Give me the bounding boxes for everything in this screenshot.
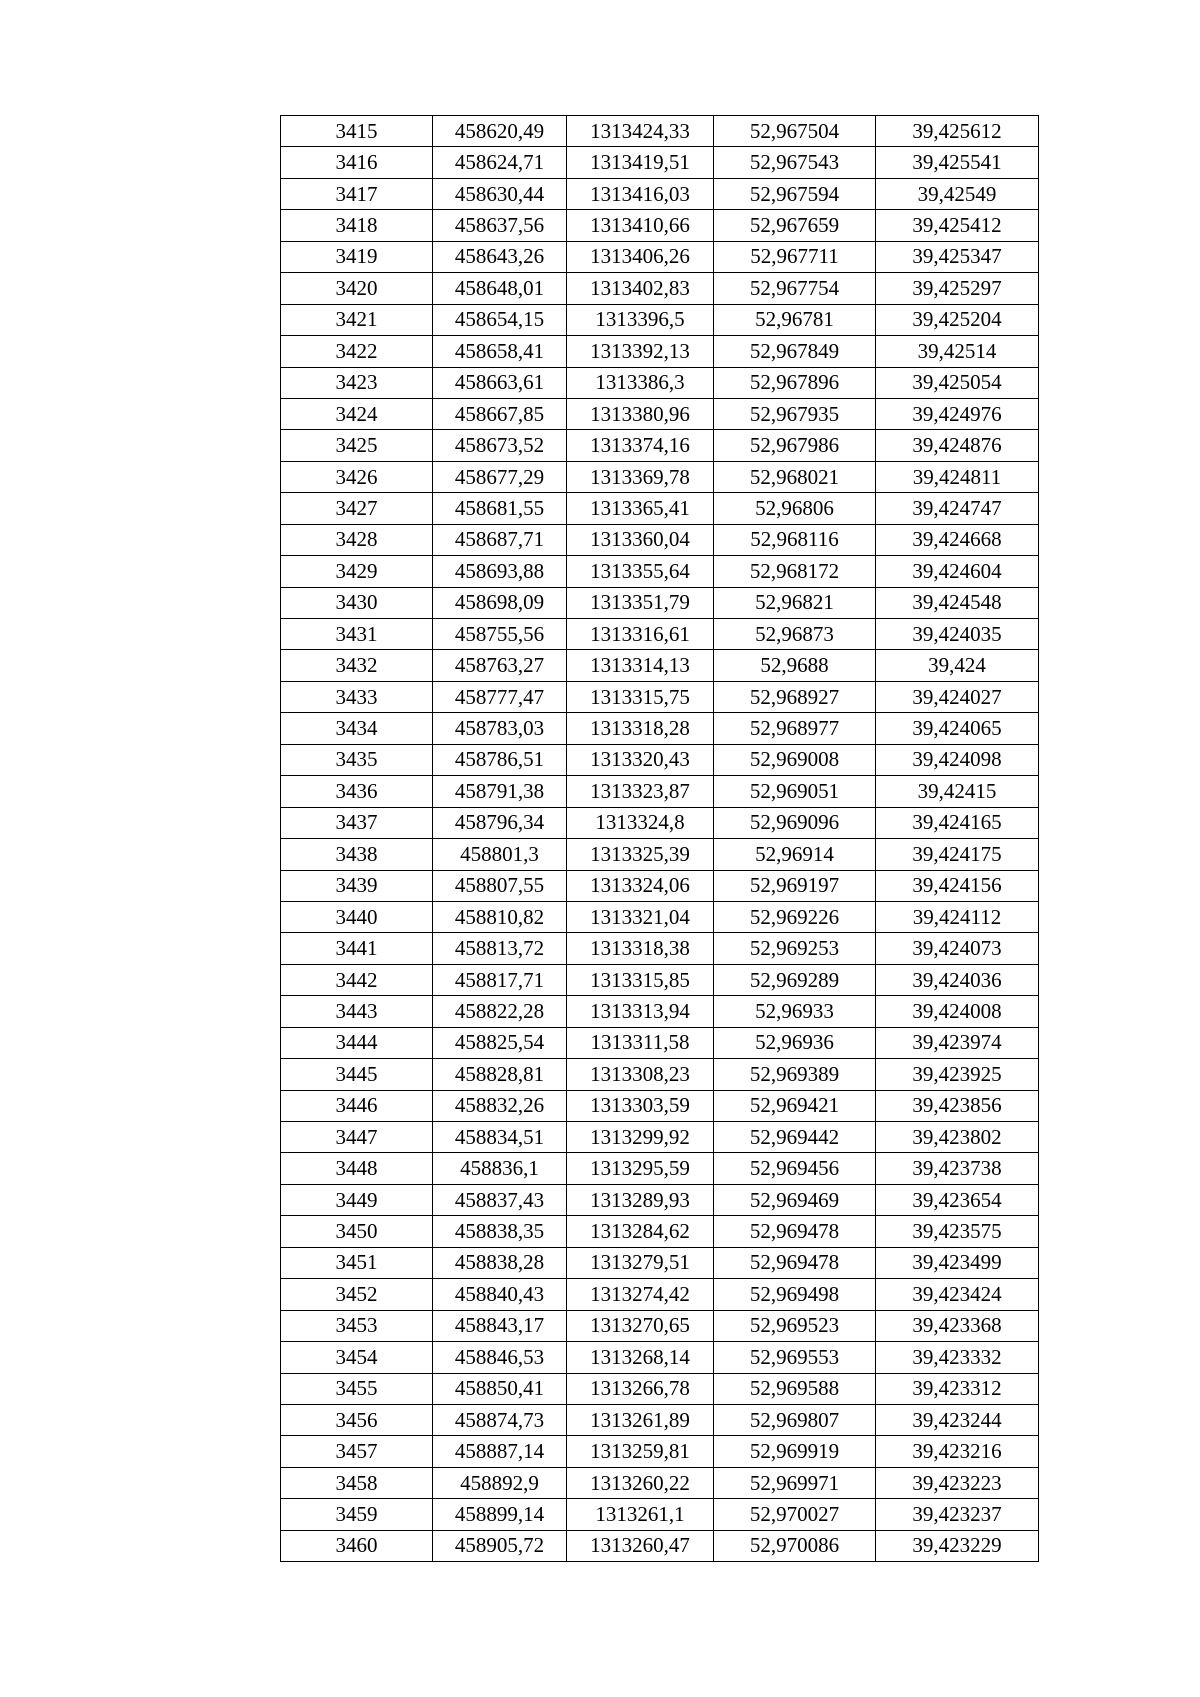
y-coordinate-cell: 1313416,03 [567, 178, 714, 209]
point-number-cell: 3452 [281, 1279, 433, 1310]
y-coordinate-cell: 1313260,22 [567, 1467, 714, 1498]
longitude-cell: 39,425204 [876, 304, 1039, 335]
latitude-cell: 52,969289 [714, 964, 876, 995]
table-row [281, 901, 1039, 932]
point-number-cell: 3438 [281, 839, 433, 870]
latitude-cell: 52,969469 [714, 1184, 876, 1215]
y-coordinate-cell: 1313369,78 [567, 461, 714, 492]
y-coordinate-cell: 1313424,33 [567, 116, 714, 147]
latitude-cell: 52,969478 [714, 1216, 876, 1247]
y-coordinate-cell: 1313402,83 [567, 273, 714, 304]
table-row [281, 398, 1039, 429]
y-coordinate-cell: 1313396,5 [567, 304, 714, 335]
longitude-cell: 39,423312 [876, 1373, 1039, 1404]
table-row [281, 996, 1039, 1027]
point-number-cell: 3432 [281, 650, 433, 681]
point-number-cell: 3427 [281, 493, 433, 524]
latitude-cell: 52,967896 [714, 367, 876, 398]
table-row [281, 1122, 1039, 1153]
y-coordinate-cell: 1313299,92 [567, 1122, 714, 1153]
table-row [281, 807, 1039, 838]
longitude-cell: 39,424175 [876, 839, 1039, 870]
y-coordinate-cell: 1313284,62 [567, 1216, 714, 1247]
longitude-cell: 39,42514 [876, 336, 1039, 367]
point-number-cell: 3418 [281, 210, 433, 241]
y-coordinate-cell: 1313365,41 [567, 493, 714, 524]
table-row [281, 1090, 1039, 1121]
longitude-cell: 39,424027 [876, 681, 1039, 712]
y-coordinate-cell: 1313392,13 [567, 336, 714, 367]
longitude-cell: 39,424036 [876, 964, 1039, 995]
latitude-cell: 52,96933 [714, 996, 876, 1027]
latitude-cell: 52,969389 [714, 1059, 876, 1090]
y-coordinate-cell: 1313266,78 [567, 1373, 714, 1404]
longitude-cell: 39,424035 [876, 619, 1039, 650]
latitude-cell: 52,969919 [714, 1436, 876, 1467]
x-coordinate-cell: 458783,03 [433, 713, 567, 744]
table-row [281, 681, 1039, 712]
x-coordinate-cell: 458687,71 [433, 524, 567, 555]
point-number-cell: 3440 [281, 901, 433, 932]
x-coordinate-cell: 458887,14 [433, 1436, 567, 1467]
x-coordinate-cell: 458648,01 [433, 273, 567, 304]
y-coordinate-cell: 1313261,1 [567, 1499, 714, 1530]
table-row [281, 650, 1039, 681]
table-row [281, 1216, 1039, 1247]
y-coordinate-cell: 1313360,04 [567, 524, 714, 555]
latitude-cell: 52,969442 [714, 1122, 876, 1153]
x-coordinate-cell: 458892,9 [433, 1467, 567, 1498]
longitude-cell: 39,424098 [876, 744, 1039, 775]
table-row [281, 1059, 1039, 1090]
point-number-cell: 3428 [281, 524, 433, 555]
point-number-cell: 3433 [281, 681, 433, 712]
point-number-cell: 3422 [281, 336, 433, 367]
longitude-cell: 39,424811 [876, 461, 1039, 492]
latitude-cell: 52,969478 [714, 1247, 876, 1278]
x-coordinate-cell: 458834,51 [433, 1122, 567, 1153]
latitude-cell: 52,967594 [714, 178, 876, 209]
y-coordinate-cell: 1313320,43 [567, 744, 714, 775]
longitude-cell: 39,423244 [876, 1404, 1039, 1435]
x-coordinate-cell: 458801,3 [433, 839, 567, 870]
x-coordinate-cell: 458843,17 [433, 1310, 567, 1341]
latitude-cell: 52,967543 [714, 147, 876, 178]
y-coordinate-cell: 1313313,94 [567, 996, 714, 1027]
y-coordinate-cell: 1313314,13 [567, 650, 714, 681]
x-coordinate-cell: 458681,55 [433, 493, 567, 524]
longitude-cell: 39,424876 [876, 430, 1039, 461]
table-row [281, 524, 1039, 555]
table-row [281, 776, 1039, 807]
longitude-cell: 39,424747 [876, 493, 1039, 524]
y-coordinate-cell: 1313303,59 [567, 1090, 714, 1121]
y-coordinate-cell: 1313315,75 [567, 681, 714, 712]
x-coordinate-cell: 458698,09 [433, 587, 567, 618]
table-row [281, 367, 1039, 398]
x-coordinate-cell: 458791,38 [433, 776, 567, 807]
latitude-cell: 52,969051 [714, 776, 876, 807]
point-number-cell: 3436 [281, 776, 433, 807]
point-number-cell: 3448 [281, 1153, 433, 1184]
x-coordinate-cell: 458825,54 [433, 1027, 567, 1058]
point-number-cell: 3442 [281, 964, 433, 995]
x-coordinate-cell: 458786,51 [433, 744, 567, 775]
y-coordinate-cell: 1313311,58 [567, 1027, 714, 1058]
latitude-cell: 52,969421 [714, 1090, 876, 1121]
y-coordinate-cell: 1313259,81 [567, 1436, 714, 1467]
table-row [281, 273, 1039, 304]
latitude-cell: 52,96936 [714, 1027, 876, 1058]
longitude-cell: 39,424165 [876, 807, 1039, 838]
y-coordinate-cell: 1313323,87 [567, 776, 714, 807]
table-row [281, 461, 1039, 492]
table-row [281, 1436, 1039, 1467]
x-coordinate-cell: 458637,56 [433, 210, 567, 241]
x-coordinate-cell: 458840,43 [433, 1279, 567, 1310]
y-coordinate-cell: 1313321,04 [567, 901, 714, 932]
x-coordinate-cell: 458693,88 [433, 556, 567, 587]
table-row [281, 1247, 1039, 1278]
table-row [281, 241, 1039, 272]
y-coordinate-cell: 1313295,59 [567, 1153, 714, 1184]
table-row [281, 1027, 1039, 1058]
x-coordinate-cell: 458796,34 [433, 807, 567, 838]
y-coordinate-cell: 1313355,64 [567, 556, 714, 587]
longitude-cell: 39,424112 [876, 901, 1039, 932]
point-number-cell: 3441 [281, 933, 433, 964]
point-number-cell: 3431 [281, 619, 433, 650]
point-number-cell: 3451 [281, 1247, 433, 1278]
point-number-cell: 3420 [281, 273, 433, 304]
x-coordinate-cell: 458850,41 [433, 1373, 567, 1404]
longitude-cell: 39,423856 [876, 1090, 1039, 1121]
table-row [281, 430, 1039, 461]
longitude-cell: 39,424008 [876, 996, 1039, 1027]
point-number-cell: 3444 [281, 1027, 433, 1058]
x-coordinate-cell: 458832,26 [433, 1090, 567, 1121]
y-coordinate-cell: 1313318,38 [567, 933, 714, 964]
latitude-cell: 52,968172 [714, 556, 876, 587]
y-coordinate-cell: 1313324,06 [567, 870, 714, 901]
longitude-cell: 39,425347 [876, 241, 1039, 272]
longitude-cell: 39,423424 [876, 1279, 1039, 1310]
y-coordinate-cell: 1313261,89 [567, 1404, 714, 1435]
x-coordinate-cell: 458807,55 [433, 870, 567, 901]
point-number-cell: 3453 [281, 1310, 433, 1341]
latitude-cell: 52,968021 [714, 461, 876, 492]
x-coordinate-cell: 458837,43 [433, 1184, 567, 1215]
latitude-cell: 52,968977 [714, 713, 876, 744]
longitude-cell: 39,423216 [876, 1436, 1039, 1467]
y-coordinate-cell: 1313316,61 [567, 619, 714, 650]
point-number-cell: 3419 [281, 241, 433, 272]
y-coordinate-cell: 1313324,8 [567, 807, 714, 838]
table-row [281, 933, 1039, 964]
point-number-cell: 3429 [281, 556, 433, 587]
latitude-cell: 52,968927 [714, 681, 876, 712]
point-number-cell: 3458 [281, 1467, 433, 1498]
table-row [281, 1467, 1039, 1498]
table-row [281, 870, 1039, 901]
longitude-cell: 39,425541 [876, 147, 1039, 178]
table-row [281, 147, 1039, 178]
latitude-cell: 52,969588 [714, 1373, 876, 1404]
longitude-cell: 39,424976 [876, 398, 1039, 429]
latitude-cell: 52,969523 [714, 1310, 876, 1341]
table-row [281, 839, 1039, 870]
point-number-cell: 3430 [281, 587, 433, 618]
latitude-cell: 52,970027 [714, 1499, 876, 1530]
y-coordinate-cell: 1313260,47 [567, 1530, 714, 1561]
table-row [281, 744, 1039, 775]
longitude-cell: 39,423802 [876, 1122, 1039, 1153]
longitude-cell: 39,42415 [876, 776, 1039, 807]
point-number-cell: 3415 [281, 116, 433, 147]
table-row [281, 1184, 1039, 1215]
table-row [281, 964, 1039, 995]
latitude-cell: 52,96821 [714, 587, 876, 618]
point-number-cell: 3435 [281, 744, 433, 775]
latitude-cell: 52,96781 [714, 304, 876, 335]
latitude-cell: 52,967754 [714, 273, 876, 304]
longitude-cell: 39,424548 [876, 587, 1039, 618]
x-coordinate-cell: 458813,72 [433, 933, 567, 964]
latitude-cell: 52,968116 [714, 524, 876, 555]
table-row [281, 1310, 1039, 1341]
table-row [281, 1530, 1039, 1561]
longitude-cell: 39,425054 [876, 367, 1039, 398]
x-coordinate-cell: 458899,14 [433, 1499, 567, 1530]
latitude-cell: 52,9688 [714, 650, 876, 681]
x-coordinate-cell: 458658,41 [433, 336, 567, 367]
x-coordinate-cell: 458755,56 [433, 619, 567, 650]
y-coordinate-cell: 1313318,28 [567, 713, 714, 744]
latitude-cell: 52,967659 [714, 210, 876, 241]
x-coordinate-cell: 458624,71 [433, 147, 567, 178]
point-number-cell: 3459 [281, 1499, 433, 1530]
longitude-cell: 39,424065 [876, 713, 1039, 744]
longitude-cell: 39,423738 [876, 1153, 1039, 1184]
table-row [281, 336, 1039, 367]
longitude-cell: 39,425412 [876, 210, 1039, 241]
x-coordinate-cell: 458828,81 [433, 1059, 567, 1090]
x-coordinate-cell: 458905,72 [433, 1530, 567, 1561]
y-coordinate-cell: 1313351,79 [567, 587, 714, 618]
point-number-cell: 3434 [281, 713, 433, 744]
point-number-cell: 3425 [281, 430, 433, 461]
longitude-cell: 39,424156 [876, 870, 1039, 901]
y-coordinate-cell: 1313315,85 [567, 964, 714, 995]
table-row [281, 116, 1039, 147]
latitude-cell: 52,96806 [714, 493, 876, 524]
longitude-cell: 39,424 [876, 650, 1039, 681]
x-coordinate-cell: 458643,26 [433, 241, 567, 272]
x-coordinate-cell: 458667,85 [433, 398, 567, 429]
point-number-cell: 3450 [281, 1216, 433, 1247]
latitude-cell: 52,96914 [714, 839, 876, 870]
table-row [281, 1404, 1039, 1435]
x-coordinate-cell: 458763,27 [433, 650, 567, 681]
latitude-cell: 52,969971 [714, 1467, 876, 1498]
latitude-cell: 52,96873 [714, 619, 876, 650]
table-row [281, 493, 1039, 524]
point-number-cell: 3456 [281, 1404, 433, 1435]
longitude-cell: 39,423368 [876, 1310, 1039, 1341]
latitude-cell: 52,967986 [714, 430, 876, 461]
longitude-cell: 39,423229 [876, 1530, 1039, 1561]
point-number-cell: 3447 [281, 1122, 433, 1153]
y-coordinate-cell: 1313279,51 [567, 1247, 714, 1278]
longitude-cell: 39,425297 [876, 273, 1039, 304]
y-coordinate-cell: 1313274,42 [567, 1279, 714, 1310]
latitude-cell: 52,970086 [714, 1530, 876, 1561]
latitude-cell: 52,969226 [714, 901, 876, 932]
longitude-cell: 39,424668 [876, 524, 1039, 555]
point-number-cell: 3446 [281, 1090, 433, 1121]
point-number-cell: 3421 [281, 304, 433, 335]
x-coordinate-cell: 458777,47 [433, 681, 567, 712]
table-row [281, 210, 1039, 241]
x-coordinate-cell: 458836,1 [433, 1153, 567, 1184]
y-coordinate-cell: 1313374,16 [567, 430, 714, 461]
table-row [281, 178, 1039, 209]
x-coordinate-cell: 458810,82 [433, 901, 567, 932]
latitude-cell: 52,969008 [714, 744, 876, 775]
x-coordinate-cell: 458654,15 [433, 304, 567, 335]
point-number-cell: 3437 [281, 807, 433, 838]
longitude-cell: 39,423974 [876, 1027, 1039, 1058]
x-coordinate-cell: 458673,52 [433, 430, 567, 461]
coordinates-table-body [281, 116, 1039, 1562]
table-row [281, 556, 1039, 587]
latitude-cell: 52,969498 [714, 1279, 876, 1310]
y-coordinate-cell: 1313386,3 [567, 367, 714, 398]
latitude-cell: 52,969253 [714, 933, 876, 964]
longitude-cell: 39,423925 [876, 1059, 1039, 1090]
x-coordinate-cell: 458846,53 [433, 1342, 567, 1373]
table-row [281, 1342, 1039, 1373]
y-coordinate-cell: 1313268,14 [567, 1342, 714, 1373]
table-row [281, 587, 1039, 618]
y-coordinate-cell: 1313406,26 [567, 241, 714, 272]
y-coordinate-cell: 1313289,93 [567, 1184, 714, 1215]
x-coordinate-cell: 458838,28 [433, 1247, 567, 1278]
x-coordinate-cell: 458677,29 [433, 461, 567, 492]
x-coordinate-cell: 458874,73 [433, 1404, 567, 1435]
longitude-cell: 39,423332 [876, 1342, 1039, 1373]
table-row [281, 1499, 1039, 1530]
y-coordinate-cell: 1313325,39 [567, 839, 714, 870]
latitude-cell: 52,969553 [714, 1342, 876, 1373]
longitude-cell: 39,425612 [876, 116, 1039, 147]
longitude-cell: 39,424073 [876, 933, 1039, 964]
point-number-cell: 3460 [281, 1530, 433, 1561]
longitude-cell: 39,423237 [876, 1499, 1039, 1530]
x-coordinate-cell: 458620,49 [433, 116, 567, 147]
x-coordinate-cell: 458838,35 [433, 1216, 567, 1247]
coordinates-table [280, 115, 1039, 1562]
latitude-cell: 52,969096 [714, 807, 876, 838]
y-coordinate-cell: 1313380,96 [567, 398, 714, 429]
table-row [281, 304, 1039, 335]
y-coordinate-cell: 1313410,66 [567, 210, 714, 241]
point-number-cell: 3457 [281, 1436, 433, 1467]
table-row [281, 713, 1039, 744]
latitude-cell: 52,969197 [714, 870, 876, 901]
point-number-cell: 3455 [281, 1373, 433, 1404]
latitude-cell: 52,967935 [714, 398, 876, 429]
table-row [281, 1153, 1039, 1184]
latitude-cell: 52,967504 [714, 116, 876, 147]
y-coordinate-cell: 1313419,51 [567, 147, 714, 178]
point-number-cell: 3416 [281, 147, 433, 178]
point-number-cell: 3424 [281, 398, 433, 429]
point-number-cell: 3449 [281, 1184, 433, 1215]
longitude-cell: 39,423223 [876, 1467, 1039, 1498]
y-coordinate-cell: 1313270,65 [567, 1310, 714, 1341]
point-number-cell: 3443 [281, 996, 433, 1027]
x-coordinate-cell: 458663,61 [433, 367, 567, 398]
point-number-cell: 3426 [281, 461, 433, 492]
x-coordinate-cell: 458822,28 [433, 996, 567, 1027]
x-coordinate-cell: 458817,71 [433, 964, 567, 995]
longitude-cell: 39,423499 [876, 1247, 1039, 1278]
table-row [281, 619, 1039, 650]
point-number-cell: 3445 [281, 1059, 433, 1090]
point-number-cell: 3454 [281, 1342, 433, 1373]
longitude-cell: 39,42549 [876, 178, 1039, 209]
table-row [281, 1373, 1039, 1404]
point-number-cell: 3439 [281, 870, 433, 901]
latitude-cell: 52,969456 [714, 1153, 876, 1184]
longitude-cell: 39,424604 [876, 556, 1039, 587]
table-row [281, 1279, 1039, 1310]
longitude-cell: 39,423575 [876, 1216, 1039, 1247]
latitude-cell: 52,969807 [714, 1404, 876, 1435]
y-coordinate-cell: 1313308,23 [567, 1059, 714, 1090]
longitude-cell: 39,423654 [876, 1184, 1039, 1215]
latitude-cell: 52,967711 [714, 241, 876, 272]
point-number-cell: 3423 [281, 367, 433, 398]
x-coordinate-cell: 458630,44 [433, 178, 567, 209]
point-number-cell: 3417 [281, 178, 433, 209]
latitude-cell: 52,967849 [714, 336, 876, 367]
